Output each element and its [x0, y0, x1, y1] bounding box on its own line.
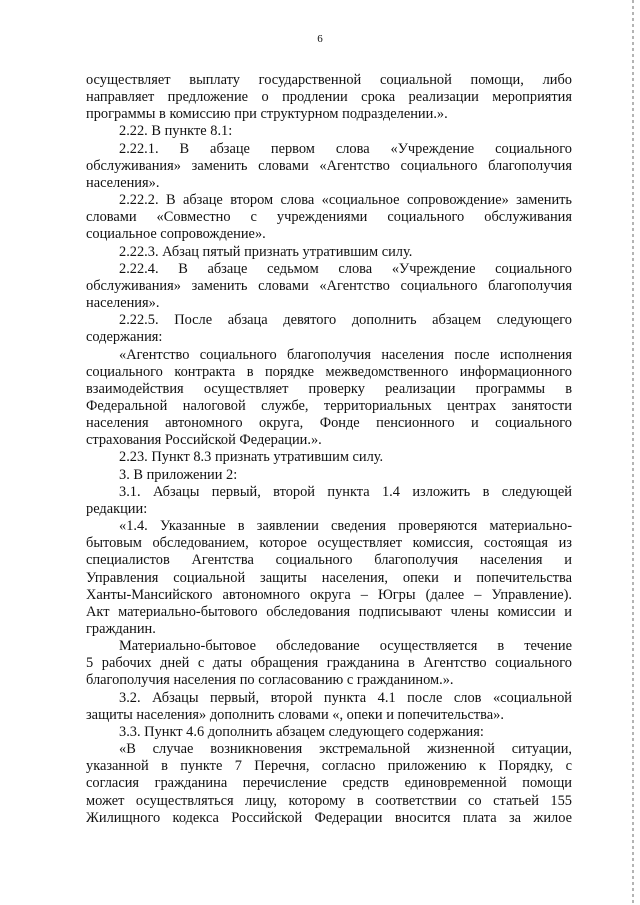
text-line: «В случае возникновения экстремальной жизненной ситуации, — [119, 741, 572, 758]
text-line: страхования Российской Федерации.». — [86, 432, 322, 449]
text-line: словами «Совместно с учреждениями социального обслуживания — [86, 209, 572, 226]
text-line: программы в комиссию при структурном подразделении.». — [86, 106, 448, 123]
text-line: 2.22.5. После абзаца девятого дополнить абзацем следующего — [119, 312, 572, 329]
text-line: защиты населения» дополнить словами «, опеки и попечительства». — [86, 706, 504, 723]
text-line: указанной в пункте 7 Перечня, согласно приложению к Порядку, с — [86, 758, 572, 775]
text-line: населения». — [86, 174, 160, 191]
text-line: согласия гражданина перечисление средств единовременной помощи — [86, 775, 572, 792]
text-line: 2.22. В пункте 8.1: — [119, 123, 233, 140]
text-line: 3.2. Абзацы первый, второй пункта 4.1 после слов «социальной — [119, 689, 572, 706]
text-line: социального контракта в порядке межведомственного информационного — [86, 363, 572, 380]
text-line: 2.22.4. В абзаце седьмом слова «Учреждение социального — [119, 260, 572, 277]
text-line: содержания: — [86, 329, 163, 346]
text-line: 2.22.2. В абзаце втором слова «социальное сопровождение» заменить — [119, 192, 572, 209]
text-line: благополучия населения по согласованию с гражданином.». — [86, 672, 454, 689]
text-line: 3. В приложении 2: — [119, 466, 238, 483]
text-line: может осуществляться лицу, которому в соответствии со статьей 155 — [86, 792, 572, 809]
text-line: населения автономного округа, Фонде пенсионного и социального — [86, 415, 572, 432]
scan-edge-artifact — [632, 0, 634, 905]
text-line: социальное сопровождение». — [86, 226, 266, 243]
text-line: направляет предложение о продлении срока реализации мероприятия — [86, 89, 572, 106]
text-line: «Агентство социального благополучия населения после исполнения — [119, 346, 572, 363]
text-line: 3.1. Абзацы первый, второй пункта 1.4 изложить в следующей — [119, 483, 572, 500]
text-line: взаимодействия осуществляет проверку реализации программы в — [86, 380, 572, 397]
text-line: Управления социальной защиты населения, опеки и попечительства — [86, 569, 572, 586]
document-body — [86, 72, 572, 827]
text-line: обслуживания» заменить словами «Агентство социального благополучия — [86, 157, 572, 174]
text-line: 2.22.1. В абзаце первом слова «Учреждение социального — [119, 140, 572, 157]
text-line: 2.23. Пункт 8.3 признать утратившим силу. — [119, 449, 384, 466]
text-line: специалистов Агентства социального благополучия населения и — [86, 552, 572, 569]
text-line: редакции: — [86, 500, 148, 517]
text-line: осуществляет выплату государственной социальной помощи, либо — [86, 72, 572, 88]
text-line: 5 рабочих дней с даты обращения гражданина в Агентство социального — [86, 655, 572, 672]
text-line: Акт материально-бытового обследования подписывают члены комиссии и — [86, 603, 572, 620]
page-number: 6 — [317, 33, 323, 45]
text-line: «1.4. Указанные в заявлении сведения проверяются материально- — [119, 518, 572, 535]
text-line: Жилищного кодекса Российской Федерации вносится плата за жилое — [86, 809, 572, 826]
text-line: бытовым обследованием, которое осуществляет комиссия, состоящая из — [86, 535, 572, 552]
text-line: обслуживания» заменить словами «Агентство социального благополучия — [86, 277, 572, 294]
text-line: 2.22.3. Абзац пятый признать утратившим силу. — [119, 243, 413, 260]
text-line: Материально-бытовое обследование осуществляется в течение — [119, 638, 572, 655]
text-line: Ханты-Мансийского автономного округа – Югры (далее – Управление). — [86, 586, 572, 603]
text-line: 3.3. Пункт 4.6 дополнить абзацем следующего содержания: — [119, 723, 484, 740]
text-line: гражданин. — [86, 621, 156, 637]
text-line: населения». — [86, 295, 160, 312]
text-line: Федеральной налоговой службе, территориальных центрах занятости — [86, 397, 572, 414]
